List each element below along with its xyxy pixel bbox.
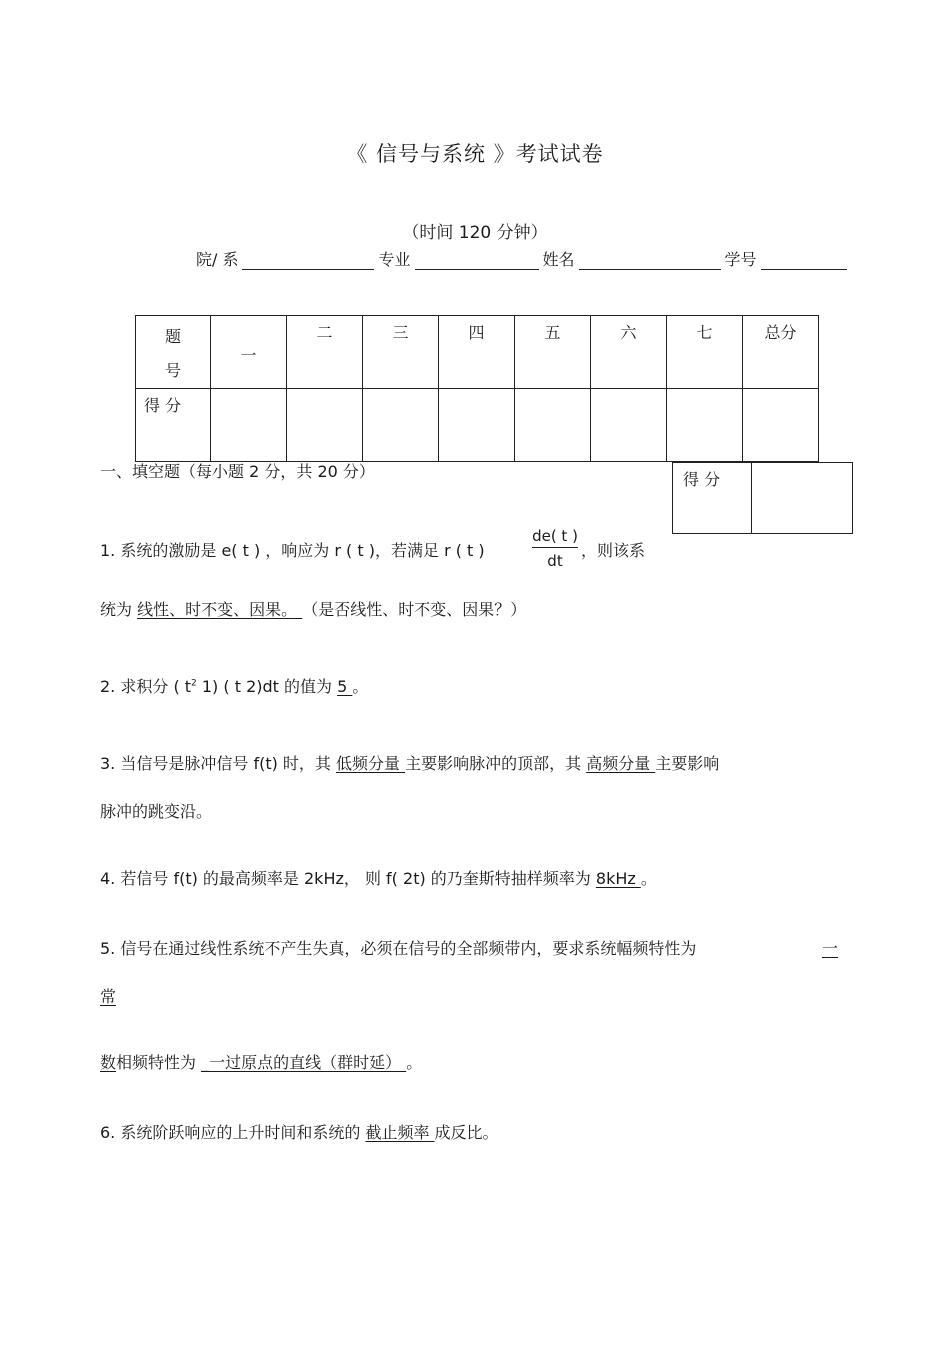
question-1-line-1: 1. 系统的激励是 e( t ) ，响应为 r ( t )，若满足 r ( t ) bbox=[100, 541, 485, 560]
column-6: 六 bbox=[591, 316, 667, 389]
student-id-blank[interactable] bbox=[761, 249, 847, 270]
score-cell[interactable] bbox=[667, 389, 743, 462]
name-blank[interactable] bbox=[579, 249, 721, 270]
column-4: 四 bbox=[439, 316, 515, 389]
score-table bbox=[135, 315, 819, 462]
exam-duration: （时间 120 分钟） bbox=[402, 223, 548, 243]
question-1-line-2: 统为 线性、时不变、因果。 （是否线性、时不变、因果？） bbox=[100, 600, 527, 619]
question-2-answer: 5 bbox=[337, 677, 353, 696]
score-row-label: 得 分 bbox=[136, 389, 211, 462]
column-1: 一 bbox=[211, 316, 287, 389]
exam-title: 《 信号与系统 》考试试卷 bbox=[346, 142, 604, 166]
question-3-answer-1: 低频分量 bbox=[336, 754, 406, 773]
score-cell[interactable] bbox=[439, 389, 515, 462]
column-2: 二 bbox=[287, 316, 363, 389]
student-id-label: 学号 bbox=[724, 250, 757, 269]
score-cell[interactable] bbox=[591, 389, 667, 462]
question-3-answer-2: 高频分量 bbox=[586, 754, 656, 773]
question-5-answer-part-b: 常 bbox=[100, 987, 117, 1006]
derivative-fraction bbox=[532, 527, 578, 570]
major-blank[interactable] bbox=[415, 249, 539, 270]
question-4-answer: 8kHz bbox=[595, 869, 641, 888]
question-6: 6. 系统阶跃响应的上升时间和系统的 截止频率 成反比。 bbox=[100, 1123, 499, 1142]
column-3: 三 bbox=[363, 316, 439, 389]
column-7: 七 bbox=[667, 316, 743, 389]
score-cell[interactable] bbox=[211, 389, 287, 462]
column-total: 总分 bbox=[743, 316, 819, 389]
section-1-score-cell[interactable] bbox=[752, 463, 853, 534]
question-1-suffix: ，则该系 bbox=[581, 541, 646, 560]
question-4: 4. 若信号 f(t) 的最高频率是 2kHz， 则 f( 2t) 的乃奎斯特抽样频率为 8kHz 。 bbox=[100, 869, 657, 888]
score-table-score-row bbox=[136, 389, 819, 462]
score-cell[interactable] bbox=[743, 389, 819, 462]
section-1-score-box bbox=[672, 462, 853, 534]
fraction-numerator: de( t ) bbox=[532, 527, 578, 548]
question-5-answer-2: _一过原点的直线（群时延） bbox=[201, 1053, 407, 1072]
question-number-label: 题 号 bbox=[136, 316, 211, 389]
score-cell[interactable] bbox=[287, 389, 363, 462]
question-3-line-1: 3. 当信号是脉冲信号 f(t) 时，其 低频分量 主要影响脉冲的顶部，其 高频分量 主要影响 bbox=[100, 754, 720, 773]
section-1-score-label: 得 分 bbox=[673, 463, 752, 534]
student-info-line bbox=[196, 247, 847, 270]
question-2: 2. 求积分 ( $t^2$ 1) ( t 2)dt 的值为 5 。 bbox=[100, 677, 369, 696]
department-label: 院/ 系 bbox=[196, 250, 239, 269]
question-5-line-1: 5. 信号在通过线性系统不产生失真，必须在信号的全部频带内，要求系统幅频特性为 bbox=[100, 939, 697, 958]
question-1-answer: 线性、时不变、因果。 bbox=[137, 600, 303, 619]
major-label: 专业 bbox=[378, 250, 411, 269]
name-label: 姓名 bbox=[542, 250, 575, 269]
question-3-line-2: 脉冲的跳变沿。 bbox=[100, 802, 213, 821]
column-5: 五 bbox=[515, 316, 591, 389]
question-6-answer: 截止频率 bbox=[365, 1123, 435, 1142]
score-table-header-row bbox=[136, 316, 819, 389]
department-blank[interactable] bbox=[242, 249, 374, 270]
score-cell[interactable] bbox=[363, 389, 439, 462]
score-cell[interactable] bbox=[515, 389, 591, 462]
fraction-denominator: dt bbox=[547, 552, 563, 570]
question-5-line-3: 数相频特性为 _一过原点的直线（群时延） 。 bbox=[100, 1053, 423, 1072]
section-1-heading: 一、填空题（每小题 2 分，共 20 分） bbox=[100, 462, 375, 481]
question-5-answer-part-a: 一 bbox=[822, 939, 839, 958]
